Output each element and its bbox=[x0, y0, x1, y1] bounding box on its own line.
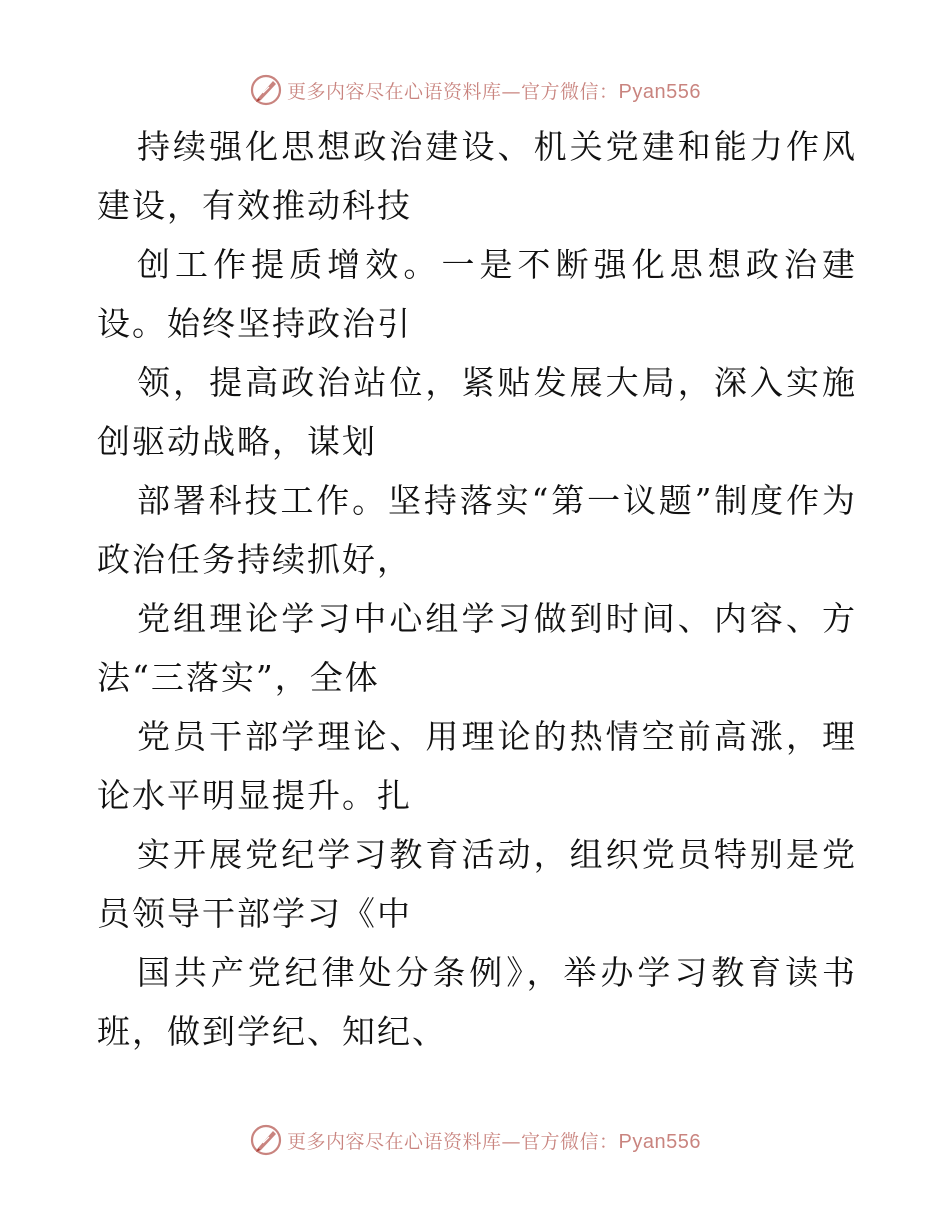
feather-pen-logo-icon bbox=[249, 73, 283, 107]
paragraph: 党组理论学习中心组学习做到时间、内容、方法“三落实”，全体 bbox=[97, 599, 857, 697]
watermark-text bbox=[287, 1127, 701, 1154]
watermark-text bbox=[287, 77, 701, 104]
footer-watermark bbox=[0, 1120, 950, 1160]
document-body bbox=[97, 117, 857, 1061]
feather-pen-logo-icon bbox=[249, 1123, 283, 1157]
paragraph: 持续强化思想政治建设、机关党建和能力作风建设，有效推动科技 bbox=[97, 127, 857, 225]
header-watermark bbox=[0, 70, 950, 110]
watermark-brand-text: 更多内容尽在心语资料库—官方微信： bbox=[287, 80, 619, 103]
paragraph: 实开展党纪学习教育活动，组织党员特别是党员领导干部学习《中 bbox=[97, 835, 857, 933]
paragraph: 创工作提质增效。一是不断强化思想政治建设。始终坚持政治引 bbox=[97, 245, 857, 343]
paragraph: 党员干部学理论、用理论的热情空前高涨，理论水平明显提升。扎 bbox=[97, 717, 857, 815]
watermark-brand-text: 更多内容尽在心语资料库—官方微信： bbox=[287, 1130, 619, 1153]
watermark-wechat-id: Pyan556 bbox=[618, 80, 701, 103]
watermark-wechat-id: Pyan556 bbox=[618, 1130, 701, 1153]
paragraph: 领，提高政治站位，紧贴发展大局，深入实施创驱动战略，谋划 bbox=[97, 363, 857, 461]
paragraph: 部署科技工作。坚持落实“第一议题”制度作为政治任务持续抓好， bbox=[97, 481, 857, 579]
paragraph: 国共产党纪律处分条例》，举办学习教育读书班，做到学纪、知纪、 bbox=[97, 953, 857, 1051]
